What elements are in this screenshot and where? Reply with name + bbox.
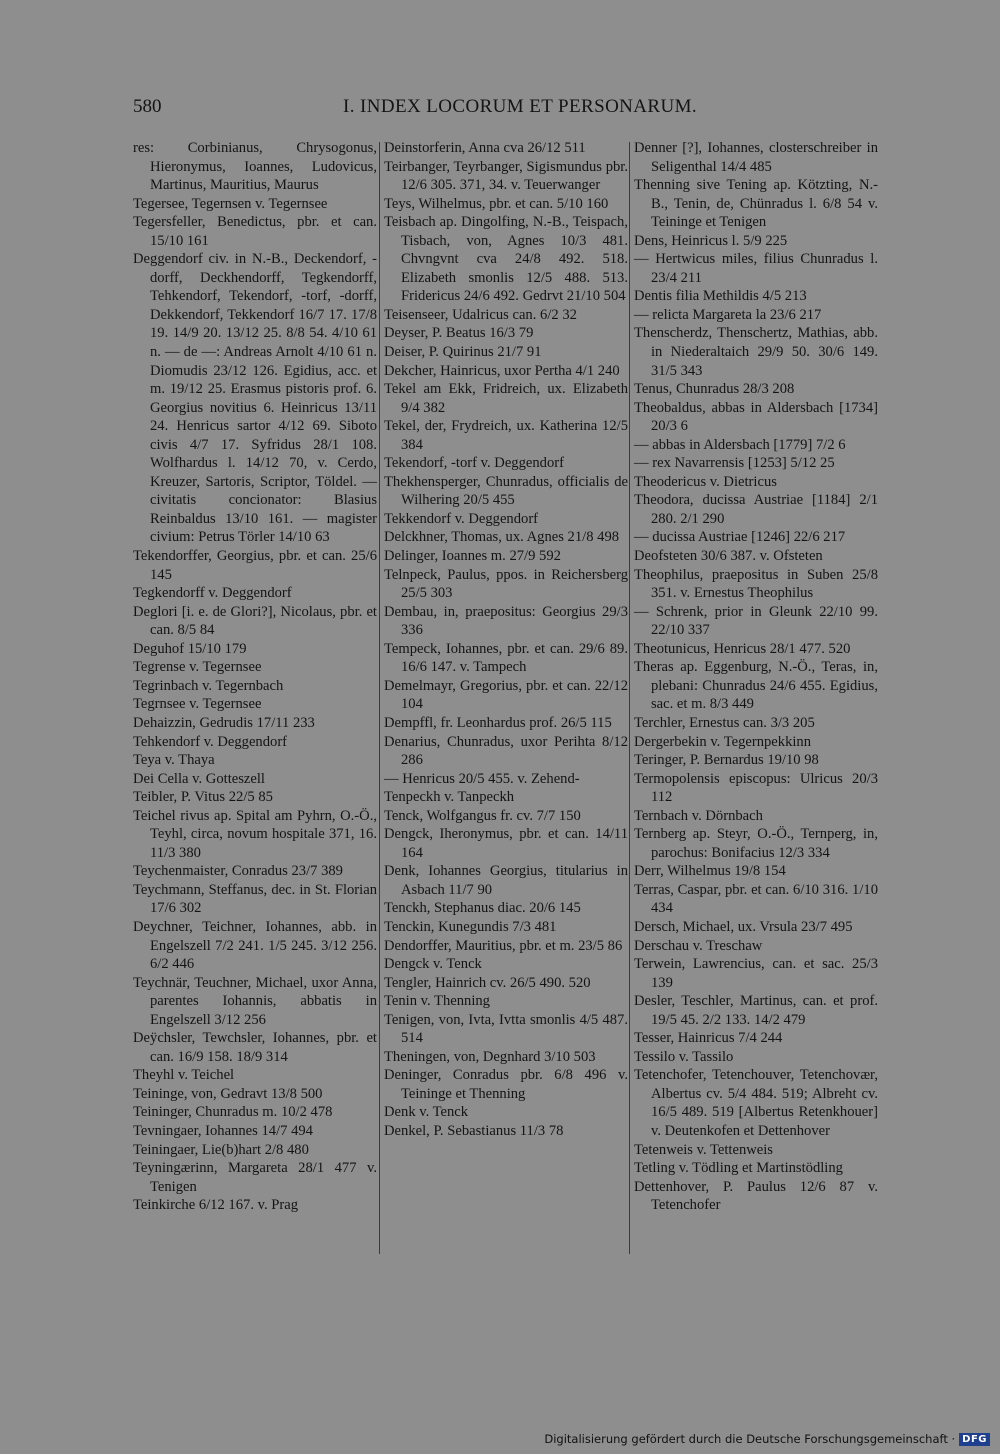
index-entry: Tegrinbach v. Tegernbach (133, 677, 284, 694)
index-entry: Dersch, Michael, ux. Vrsula 23/7 495 (634, 918, 853, 935)
index-entry: Tenus, Chunradus 28/3 208 (634, 381, 795, 398)
index-entry: Tekel am Ekk, Fridreich, ux. Elizabeth 9/4 382 (384, 381, 628, 416)
column-divider (379, 142, 380, 1254)
index-entry: Teyningærinn, Margareta 28/1 477 v. Tenigen (133, 1160, 377, 1195)
index-entry: Theobaldus, abbas in Aldersbach [1734] 20/3 6 (634, 399, 878, 435)
page-number: 580 (133, 96, 162, 117)
index-entry: Tevningaer, Iohannes 14/7 494 (133, 1122, 313, 1139)
index-entry: Teisbach ap. Dingolfing, N.-B., Teispach, Tisbach, von, Agnes 10/3 481. Chvngvnt cva 24/8 492. 518. Elizabeth smonlis 12/5 488. 513. Fridericus 24/6 492. Gedrvt 21/10 504 (384, 214, 628, 305)
index-entry: Dettenhover, P. Paulus 12/6 87 v. Tetenchofer (634, 1178, 878, 1214)
index-entry: Dentis filia Methildis 4/5 213 (634, 288, 807, 305)
index-entry: Teichel rivus ap. Spital am Pyhrn, O.-Ö., Teyhl, circa, novum hospitale 371, 16. 11/3 380 (133, 807, 377, 861)
index-entry: Theras ap. Eggenburg, N.-Ö., Teras, in, plebani: Chunradus 24/6 455. Egidius, sac. et m. 8/3 449 (634, 659, 878, 713)
credit-text: Digitalisierung gefördert durch die Deutsche Forschungsgemeinschaft · (544, 1432, 956, 1446)
index-entry: Tenck, Wolfgangus fr. cv. 7/7 150 (384, 807, 581, 824)
index-entry: Deofsteten 30/6 387. v. Ofsteten (634, 548, 823, 565)
index-entry: Dendorffer, Mauritius, pbr. et m. 23/5 86 (384, 937, 623, 954)
index-entry: Tekendorffer, Georgius, pbr. et can. 25/6 145 (133, 548, 377, 583)
index-column-3 (634, 139, 878, 1215)
index-entry: Teys, Wilhelmus, pbr. et can. 5/10 160 (384, 195, 609, 212)
index-entry: Theyhl v. Teichel (133, 1067, 235, 1084)
index-entry: Dembau, in, praepositus: Georgius 29/3 336 (384, 603, 628, 639)
index-entry: Denner [?], Iohannes, closterschreiber in Seligenthal 14/4 485 (634, 140, 878, 175)
index-entry: Theotunicus, Henricus 28/1 477. 520 (634, 640, 851, 657)
index-entry: Deychner, Teichner, Iohannes, abb. in Engelszell 7/2 241. 1/5 245. 3/12 256. 6/2 446 (133, 918, 377, 973)
index-entry: Denkel, P. Sebastianus 11/3 78 (384, 1122, 564, 1139)
index-entry: Theophilus, praepositus in Suben 25/8 351. v. Ernestus Theophilus (634, 566, 878, 602)
column-divider (629, 142, 630, 1254)
index-entry: — Schrenk, prior in Gleunk 22/10 99. 22/10 337 (634, 603, 878, 639)
index-entry: Teiningaer, Lie(b)hart 2/8 480 (133, 1141, 309, 1158)
index-entry: Teininge, von, Gedravt 13/8 500 (133, 1085, 323, 1102)
index-entry: Tempeck, Iohannes, pbr. et can. 29/6 89. 16/6 147. v. Tampech (384, 640, 628, 676)
index-entry: Derr, Wilhelmus 19/8 154 (634, 863, 786, 880)
index-entry: Teirbanger, Teyrbanger, Sigismundus pbr. 12/6 305. 371, 34. v. Teuerwanger (384, 158, 628, 194)
index-entry: Deiser, P. Quirinus 21/7 91 (384, 344, 542, 361)
index-entry: Termopolensis episcopus: Ulricus 20/3 112 (634, 770, 878, 806)
page-header (133, 96, 873, 120)
index-entry: Desler, Teschler, Martinus, can. et prof. 19/5 45. 2/2 133. 14/2 479 (634, 993, 878, 1028)
index-entry: Tegersee, Tegernsen v. Tegernsee (133, 195, 328, 212)
index-entry: Thekhensperger, Chunradus, officialis de Wilhering 20/5 455 (384, 473, 628, 509)
index-entry: Deinstorferin, Anna cva 26/12 511 (384, 140, 586, 156)
index-entry: Terwein, Lawrencius, can. et sac. 25/3 139 (634, 956, 878, 991)
index-entry: Denk v. Tenck (384, 1104, 469, 1121)
index-entry: Tenigen, von, Ivta, Ivtta smonlis 4/5 487. 514 (384, 1011, 628, 1047)
index-entry: Tetenweis v. Tettenweis (634, 1141, 773, 1158)
index-entry: Tegersfeller, Benedictus, pbr. et can. 15/10 161 (133, 214, 377, 249)
index-entry: Dehaizzin, Gedrudis 17/11 233 (133, 714, 315, 731)
index-entry: Dempffl, fr. Leonhardus prof. 26/5 115 (384, 714, 612, 731)
index-entry: Denk, Iohannes Georgius, titularius in Asbach 11/7 90 (384, 863, 628, 898)
index-column-1 (133, 139, 377, 1215)
index-entry: Teringer, P. Bernardus 19/10 98 (634, 752, 819, 769)
index-entry: Thenning sive Tening ap. Kötzting, N.-B., Tenin, de, Chünradus l. 6/8 54 v. Teininge et Tenigen (634, 177, 878, 231)
index-entry: Dekcher, Hainricus, uxor Pertha 4/1 240 (384, 362, 620, 379)
index-entry: Terchler, Ernestus can. 3/3 205 (634, 714, 815, 731)
index-entry: Thenscherdz, Thenschertz, Mathias, abb. in Niederaltaich 29/9 50. 30/6 149. 31/5 343 (634, 325, 878, 379)
index-entry: Tengler, Hainrich cv. 26/5 490. 520 (384, 974, 591, 991)
index-entry: Tegkendorff v. Deggendorf (133, 585, 292, 602)
index-entry: Deglori [i. e. de Glori?], Nicolaus, pbr. et can. 8/5 84 (133, 603, 377, 639)
index-entry: Ternberg ap. Steyr, O.-Ö., Ternperg, in, parochus: Bonifacius 12/3 334 (634, 826, 878, 861)
index-entry: Teisenseer, Udalricus can. 6/2 32 (384, 306, 577, 323)
index-entry: Tenckh, Stephanus diac. 20/6 145 (384, 900, 581, 917)
index-entry: Teibler, P. Vitus 22/5 85 (133, 789, 273, 806)
index-column-2 (384, 139, 628, 1141)
index-entry: Deninger, Conradus pbr. 6/8 496 v. Teininge et Thenning (384, 1067, 628, 1102)
running-title: I. INDEX LOCORUM ET PERSONARUM. (343, 96, 698, 117)
index-entry: Theodora, ducissa Austriae [1184] 2/1 280. 2/1 290 (634, 492, 878, 527)
index-entry: Terras, Caspar, pbr. et can. 6/10 316. 1/10 434 (634, 881, 878, 917)
index-entry: Denarius, Chunradus, uxor Perihta 8/12 286 (384, 733, 628, 769)
index-entry: Tessilo v. Tassilo (634, 1048, 734, 1065)
index-entry: Derschau v. Treschaw (634, 937, 763, 954)
index-entry: Telnpeck, Paulus, ppos. in Reichersberg 25/5 303 (384, 566, 628, 602)
index-entry: Tegrnsee v. Tegernsee (133, 696, 262, 713)
index-entry: Dengck, Iheronymus, pbr. et can. 14/11 164 (384, 826, 628, 861)
index-entry: Dei Cella v. Gotteszell (133, 770, 265, 787)
index-entry: — relicta Margareta la 23/6 217 (634, 306, 822, 323)
index-entry: Teininger, Chunradus m. 10/2 478 (133, 1104, 333, 1121)
index-entry: Deguhof 15/10 179 (133, 640, 247, 657)
index-entry: Teychenmaister, Conradus 23/7 389 (133, 863, 343, 880)
dfg-logo: DFG (959, 1433, 990, 1446)
index-entry: Tekkendorf v. Deggendorf (384, 510, 539, 527)
index-entry: — Henricus 20/5 455. v. Zehend- (384, 770, 580, 787)
index-entry: Tekendorf, -torf v. Deggendorf (384, 455, 564, 472)
digitization-credit (544, 1432, 990, 1446)
index-entry: — Hertwicus miles, filius Chunradus l. 23/4 211 (634, 251, 878, 286)
index-entry: — rex Navarrensis [1253] 5/12 25 (634, 455, 835, 472)
index-entry: Deggendorf civ. in N.-B., Deckendorf, -dorff, Deckhendorff, Tegkendorff, Tehkendorf, Tekendorf, -torf, -dorff, Dekkendorf, Tekkendorf 16/7 17. 17/8 19. 14/9 20. 13/12 25. 8/8 54. 4/10 61 n. — de —: Andreas Arnolt 4/10 61 n. Diomudis 23/12 126. Egidius, acc. et m. 19/12 25. Erasmus pistoris prof. 6. Georgius novitius 6. Heinricus 13/11 24. Henricus sartor 4/12 69. Siboto civis 4/7 17. Syfridus 28/1 108. Wolfhardus l. 14/12 70, v. Cerdo, Kreuzer, Sartoris, Scriptor, Töldel. — civitatis concionator: Blasius Reinbaldus 13/10 161. — magister civium: Petrus Törler 14/10 63 (133, 251, 377, 546)
index-entry: Tenckin, Kunegundis 7/3 481 (384, 918, 557, 935)
index-entry: Teychmann, Steffanus, dec. in St. Florian 17/6 302 (133, 881, 377, 917)
index-entry: Teinkirche 6/12 167. v. Prag (133, 1197, 299, 1214)
index-entry: Teychnär, Teuchner, Michael, uxor Anna, parentes Iohannis, abbatis in Engelszell 3/12 256 (133, 974, 377, 1028)
index-entry: Dens, Heinricus l. 5/9 225 (634, 232, 788, 249)
index-entry: Tenin v. Thenning (384, 993, 490, 1010)
index-entry: Deÿchsler, Tewchsler, Iohannes, pbr. et can. 16/9 158. 18/9 314 (133, 1030, 377, 1065)
index-entry: Ternbach v. Dörnbach (634, 807, 763, 824)
index-entry: Tetling v. Tödling et Martinstödling (634, 1160, 843, 1177)
index-entry: Demelmayr, Gregorius, pbr. et can. 22/12 104 (384, 677, 628, 713)
index-entry: Dergerbekin v. Tegernpekkinn (634, 733, 812, 750)
index-entry: Tegrense v. Tegernsee (133, 659, 262, 676)
index-entry: Tekel, der, Frydreich, ux. Katherina 12/5 384 (384, 418, 628, 453)
index-entry: Delinger, Ioannes m. 27/9 592 (384, 548, 561, 565)
index-entry: Theningen, von, Degnhard 3/10 503 (384, 1048, 596, 1065)
index-entry: res: Corbinianus, Chrysogonus, Hieronymus, Ioannes, Ludovicus, Martinus, Mauritius, Maurus (133, 140, 377, 194)
index-entry: Tetenchofer, Tetenchouver, Tetenchovær, Albertus cv. 5/4 484. 519; Albreht cv. 16/5 489. 519 [Albertus Retenkhouer] v. Deutenkofen et Dettenhover (634, 1067, 878, 1139)
index-entry: Tesser, Hainricus 7/4 244 (634, 1030, 783, 1047)
index-entry: Theodericus v. Dietricus (634, 473, 777, 490)
index-entry: Deyser, P. Beatus 16/3 79 (384, 325, 534, 342)
index-entry: — abbas in Aldersbach [1779] 7/2 6 (634, 436, 846, 453)
index-entry: Tehkendorf v. Deggendorf (133, 733, 288, 750)
index-entry: Teya v. Thaya (133, 752, 215, 769)
index-entry: Tenpeckh v. Tanpeckh (384, 789, 515, 806)
index-entry: Delckhner, Thomas, ux. Agnes 21/8 498 (384, 529, 620, 546)
index-entry: Dengck v. Tenck (384, 956, 482, 973)
index-entry: — ducissa Austriae [1246] 22/6 217 (634, 529, 846, 546)
